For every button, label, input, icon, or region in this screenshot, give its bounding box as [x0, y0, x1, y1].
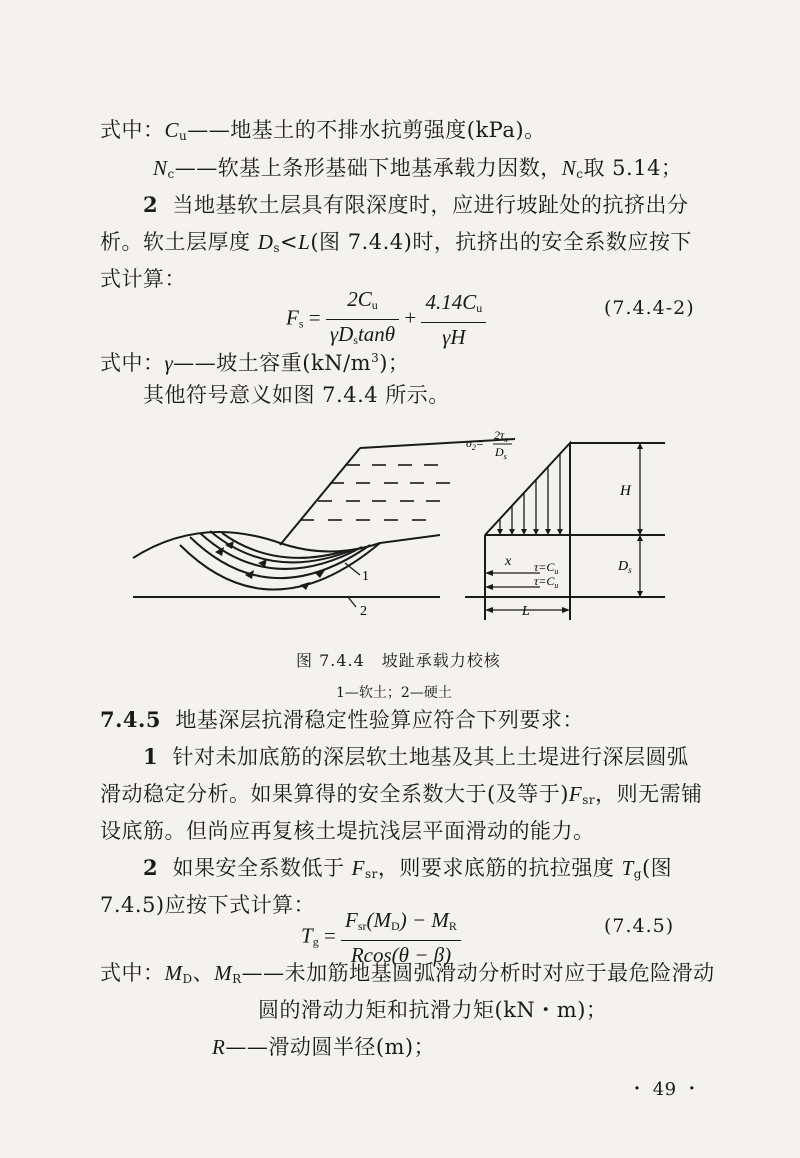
label-l: L — [522, 604, 530, 619]
paragraph-2-line-2 — [100, 890, 315, 920]
subscript: g — [633, 867, 642, 881]
symbol: D — [257, 230, 274, 254]
paragraph-text: 7.4.5)应按下式计算： — [100, 893, 316, 917]
figure-caption: 图 7.4.4 坡趾承载力校核 — [296, 651, 501, 670]
paragraph-1-line-3 — [100, 816, 595, 846]
symbol: R — [212, 1035, 226, 1059]
paragraph-text: 如果安全系数低于 — [172, 856, 352, 880]
paragraph-text: 针对未加底筋的深层软土地基及其上土堤进行深层圆弧 — [172, 745, 689, 769]
subscript: u — [179, 129, 188, 143]
label-tau-1: $\tau=C_u$ — [534, 560, 559, 576]
equation-number-2: (7.4.5) — [604, 915, 675, 937]
operator: < — [280, 230, 299, 254]
subscript: c — [576, 167, 584, 181]
subscript: D — [182, 972, 193, 986]
figure-legend: 1—软土；2—硬土 — [336, 685, 452, 701]
subscript: R — [232, 972, 242, 986]
paragraph-2-line-1 — [143, 853, 672, 889]
definition-text: ——坡土容重(kN/m — [173, 351, 372, 375]
leader-1 — [345, 563, 360, 575]
leader-2 — [348, 597, 356, 607]
eq-lhs: T — [301, 923, 313, 948]
label-h: H — [620, 483, 631, 499]
prefix: 式中： — [100, 351, 165, 375]
paragraph-text: ，则要求底筋的抗拉强度 — [377, 856, 622, 880]
subscript: R — [448, 919, 457, 933]
arc-arrows — [215, 541, 325, 590]
subscript: s — [298, 316, 304, 331]
symbol-definition-cu — [100, 115, 546, 151]
fraction-2 — [421, 288, 486, 351]
definition-text: 取 5.14； — [583, 156, 683, 180]
sigma-fraction-den: $D_s$ — [495, 445, 507, 461]
section-number: 7.4.5 — [100, 707, 161, 732]
symbol: N — [561, 156, 577, 180]
embankment-top-line — [360, 439, 515, 448]
paragraph-item-2-line-1 — [143, 190, 688, 220]
symbol: T — [621, 856, 634, 880]
label-ds: $D_s$ — [618, 559, 632, 575]
prefix: 式中： — [100, 961, 165, 985]
definition-text: 圆的滑动力矩和抗滑力矩(kN・m)； — [258, 998, 608, 1022]
symbol: F — [568, 782, 583, 806]
equals-sign: = — [308, 305, 326, 330]
numerator: 2C — [347, 287, 372, 311]
subscript: s — [273, 241, 281, 255]
label-x: x — [505, 554, 512, 569]
item-number: 1 — [143, 744, 159, 769]
symbol-definition-r — [212, 1032, 435, 1062]
slip-arc-5 — [222, 533, 345, 558]
paragraph-text: (图 — [641, 856, 673, 880]
numerator: 4.14C — [425, 290, 477, 314]
subscript: u — [371, 298, 378, 312]
definition-text: ——滑动圆半径(m)； — [225, 1035, 436, 1059]
definition-text: ——地基土的不排水抗剪强度(kPa)。 — [187, 118, 546, 142]
definition-text: ——未加筋地基圆弧滑动分析时对应于最危险滑动 — [241, 961, 715, 985]
symbol: N — [153, 156, 168, 180]
denominator-rest: tanθ — [357, 322, 396, 346]
superscript: 3 — [371, 351, 380, 365]
numerator-part: (M — [366, 908, 392, 932]
subscript: g — [312, 934, 319, 949]
section-text: 地基深层抗滑稳定性验算应符合下列要求： — [175, 708, 584, 732]
denominator: Rcos(θ − β) — [350, 943, 452, 967]
symbol: L — [298, 230, 311, 254]
paragraph-text: 设底筋。但尚应再复核土堤抗浅层平面滑动的能力。 — [100, 819, 595, 843]
subscript: u — [476, 301, 483, 315]
definition-text: ——软基上条形基础下地基承载力因数， — [174, 156, 562, 180]
paragraph-text: 滑动稳定分析。如果算得的安全系数大于(及等于) — [100, 782, 569, 806]
sigma-fraction-num: $2\tau_x$ — [494, 428, 508, 444]
item-number: 2 — [143, 855, 159, 880]
eq-lhs: F — [286, 305, 299, 330]
symbol-definition-md-mr — [100, 958, 715, 994]
note-text: 其他符号意义如图 7.4.4 所示。 — [143, 383, 450, 407]
symbol: C — [164, 118, 180, 142]
page-number: ・ 49 ・ — [628, 1079, 702, 1100]
label-2: 2 — [360, 604, 367, 619]
symbol-definition-md-mr-cont — [258, 995, 607, 1025]
plus-sign: + — [404, 305, 417, 330]
symbol-definition-nc — [153, 153, 682, 189]
other-symbols-note — [143, 380, 450, 410]
paragraph-text: 析。软土层厚度 — [100, 230, 258, 254]
equation-number-1: (7.4.4-2) — [604, 297, 695, 319]
paragraph-text: (图 7.4.4)时，抗挤出的安全系数应按下 — [310, 230, 692, 254]
paragraph-text: ，则无需铺 — [595, 782, 703, 806]
separator: 、 — [192, 961, 215, 985]
subscript: D — [391, 919, 400, 933]
symbol: γ — [164, 351, 174, 375]
label-1: 1 — [362, 569, 369, 584]
subscript: c — [167, 167, 175, 181]
sigma-label: $\sigma_2=$ — [466, 436, 485, 452]
section-heading-7-4-5 — [100, 705, 584, 735]
subscript: sr — [357, 919, 367, 933]
prefix: 式中： — [100, 118, 165, 142]
symbol: M — [214, 961, 233, 985]
subscript: sr — [365, 867, 378, 881]
paragraph-item-2-line-3 — [100, 264, 186, 294]
figure-7-4-4 — [0, 425, 800, 625]
embankment-slope-line — [280, 448, 360, 545]
denominator: γH — [442, 325, 466, 349]
label-tau-2: $\tau=C_u$ — [534, 574, 559, 590]
paragraph-text: 式计算： — [100, 267, 186, 291]
item-number: 2 — [143, 192, 159, 217]
symbol: F — [351, 856, 365, 880]
numerator: F — [345, 908, 358, 932]
definition-text: )； — [379, 351, 410, 375]
subscript: sr — [582, 793, 596, 807]
symbol: M — [164, 961, 183, 985]
paragraph-item-2-line-2 — [100, 227, 692, 263]
paragraph-1-line-2 — [100, 779, 703, 815]
paragraph-1-line-1 — [143, 742, 688, 772]
numerator-part: ) − M — [399, 908, 449, 932]
paragraph-text: 当地基软土层具有限深度时，应进行坡趾处的抗挤出分 — [172, 193, 689, 217]
symbol-definition-gamma — [100, 343, 409, 378]
equals-sign: = — [323, 923, 342, 948]
denominator: γD — [329, 322, 354, 346]
subscript: s — [353, 333, 358, 347]
